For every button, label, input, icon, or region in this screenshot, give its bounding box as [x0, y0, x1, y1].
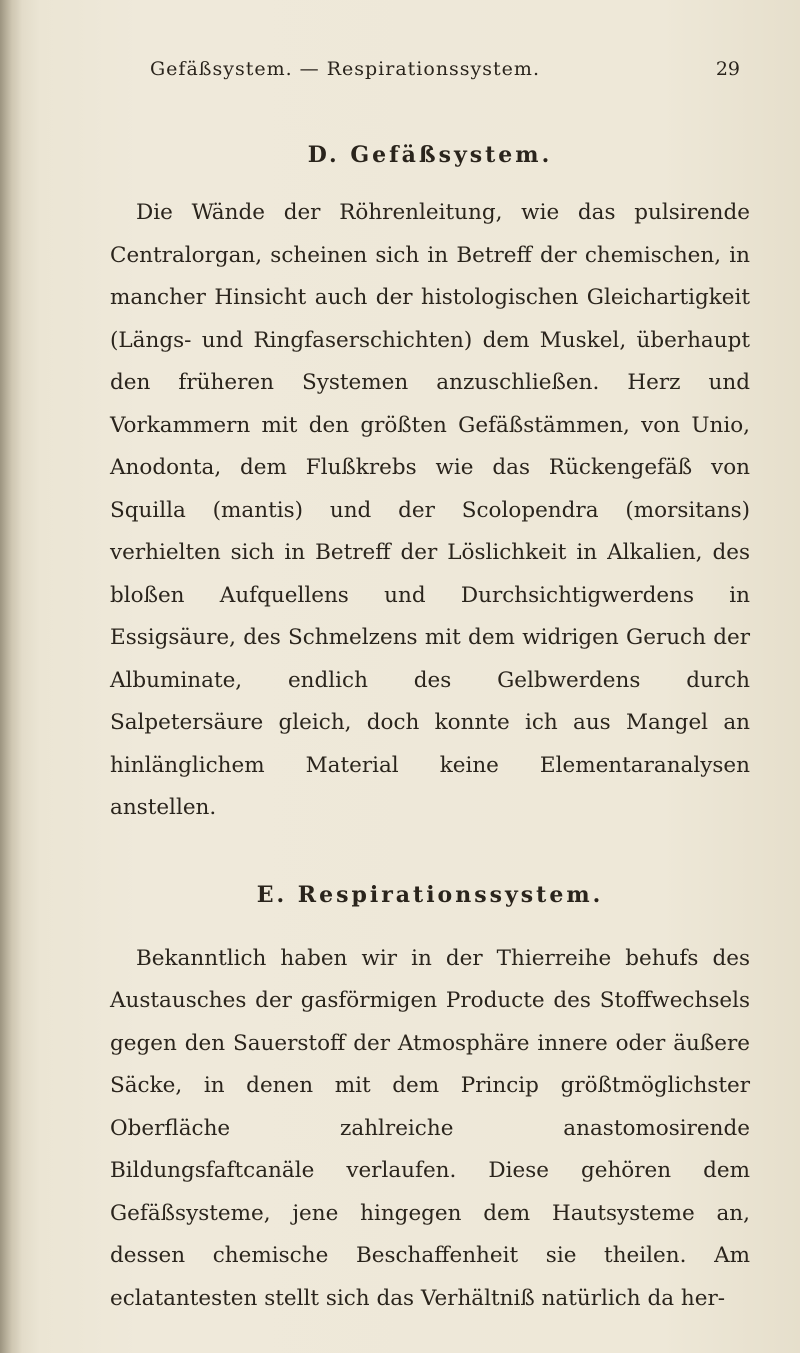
running-head — [150, 58, 740, 88]
text-block — [110, 142, 750, 1320]
section-heading-d: D. Gefäßsystem. — [307, 142, 553, 168]
section-heading-e: E. Respirationssystem. — [256, 881, 604, 908]
binding-shadow — [0, 0, 22, 1353]
section-paragraph-e: Bekanntlich haben wir in der Thierreihe behufs des Austausches der gasförmigen Producte des Stoffwechsels gegen den Sauerstoff der Atmosphäre innere oder äußere Säcke, in denen mit dem Princip größtmöglichster Oberfläche zahlreiche anastomosirende Bildungsfaftcanäle verlaufen. Diese gehören dem Gefäßsysteme, jene hingegen dem Hautsysteme an, dessen chemische Beschaffenheit sie theilen. Am eclatantesten stellt sich das Verhältniß natürlich da her- — [110, 945, 750, 1311]
running-head-title: Gefäßsystem. — Respirationssystem. — [150, 58, 540, 80]
section-paragraph-d: Die Wände der Röhrenleitung, wie das pulsirende Centralorgan, scheinen sich in Betreff der chemischen, in mancher Hinsicht auch der histologischen Gleichartigkeit (Längs- und Ringfaserschichten) dem Muskel, überhaupt den früheren Systemen anzuschließen. Herz und Vorkammern mit den größten Gefäßstämmen, von Unio, Anodonta, dem Flußkrebs wie das Rückengefäß von Squilla (mantis) und der Scolopendra (morsitans) verhielten sich in Betreff der Löslichkeit in Alkalien, des bloßen Aufquellens und Durchsichtigwerdens in Essigsäure, des Schmelzens mit dem widrigen Geruch der Albuminate, endlich des Gelbwerdens durch Salpetersäure gleich, doch konnte ich aus Mangel an hinlänglichem Material keine Elementaranalysen anstellen. — [110, 200, 750, 820]
page-number: 29 — [715, 58, 740, 80]
